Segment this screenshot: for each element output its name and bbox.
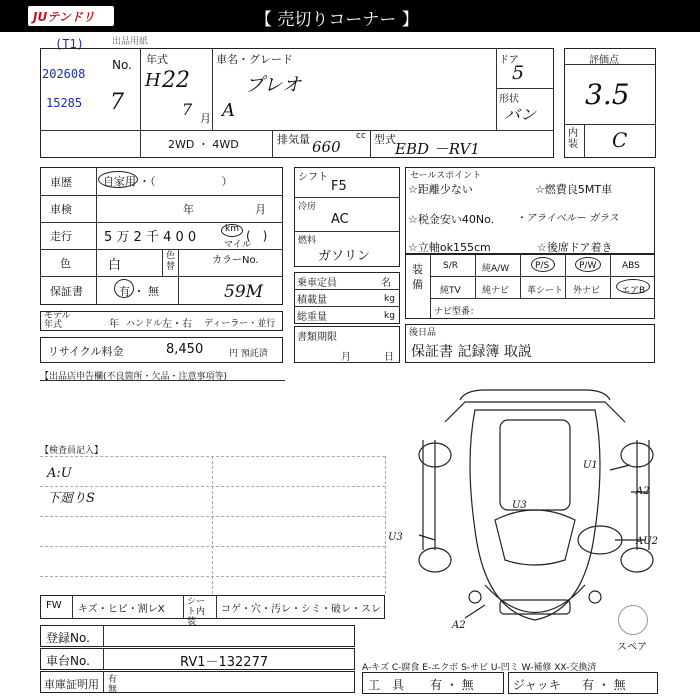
shift-value: F5 (331, 179, 347, 194)
history-paren: ・（ ） (139, 175, 233, 188)
spare-label: スペア (617, 642, 647, 653)
model-year-label: モデル年式 (44, 311, 71, 330)
equip-leather: 革シート (527, 286, 564, 296)
damage-mark-3: U3 (512, 500, 527, 511)
fuel-value: ガソリン (318, 249, 371, 264)
door-value: 5 (512, 62, 525, 84)
year-era: H (145, 70, 161, 91)
mileage-paren: ( ) (246, 229, 268, 243)
history-value: 自家用 (103, 175, 136, 188)
recycle-value: 8,450 (166, 342, 204, 357)
spare-tire-icon (618, 605, 648, 635)
inspection-month: 月 (255, 203, 266, 216)
recycle-unit: 円 預託済 (229, 349, 268, 359)
model-year-unit: 年 (109, 319, 119, 330)
equip-abs: ABS (622, 261, 640, 271)
damage-mark-6: A2 (452, 620, 466, 631)
tools-value: 有 ・ 無 (430, 678, 474, 692)
equip-aw: 純A/W (482, 264, 510, 274)
equip-airbag: エアB (621, 286, 646, 296)
selling-point-4: ・アライベルー ガラス (516, 213, 619, 224)
model-value: EBD －RV1 (395, 140, 480, 158)
after-items-label: 後日品 (409, 328, 437, 338)
damage-mark-4: U3 (388, 532, 403, 543)
capacity-label: 乗車定員 (297, 278, 337, 289)
chassis-value: RV1－132277 (180, 655, 269, 670)
cert-mark-yes: 有 (108, 675, 118, 685)
model-label: 型式 (374, 133, 396, 146)
load-unit: kg (384, 294, 395, 304)
selling-point-6: ☆後席ドア着き (537, 241, 613, 254)
inspection-year: 年 (183, 203, 194, 216)
mileage-label: 走行 (50, 230, 72, 243)
top-partial-label: 出品用紙 (112, 37, 149, 47)
ac-value: AC (331, 212, 349, 227)
interior-label: 内装 (568, 128, 578, 150)
seat-label: シート内装 (187, 597, 206, 627)
recycle-label: リサイクル料金 (48, 345, 124, 358)
navi-model-label: ナビ型番： (434, 307, 480, 317)
selling-points-label: セールスポイント (410, 171, 482, 181)
color-no-label: カラーNo. (212, 255, 259, 266)
year-label: 年式 (146, 53, 168, 66)
mileage-unit-km: km (225, 224, 239, 234)
equip-sr: S/R (443, 261, 458, 271)
displacement-label: 排気量 (277, 133, 310, 146)
garage-cert-label: 車庫証明用 (44, 678, 99, 691)
load-label: 積載量 (297, 295, 327, 306)
shape-label: 形状 (499, 94, 519, 105)
fuel-label: 燃料 (298, 236, 317, 246)
damage-mark-5: AU2 (636, 536, 659, 547)
capacity-unit: 名 (381, 278, 391, 289)
month-unit: 月 (200, 112, 211, 125)
color-no-value: 59M (224, 282, 264, 302)
door-label: ドア (499, 55, 519, 66)
car-diagram (405, 380, 665, 645)
warranty-value: 有 ・ 無 (119, 285, 159, 298)
mileage-value: 5 万 2 千 4 0 0 (104, 230, 197, 245)
interior-value: C (612, 128, 628, 152)
doc-day: 日 (384, 352, 394, 363)
partial-digit: 7 (110, 90, 124, 115)
after-items-value: 保証書 記録簿 取説 (411, 344, 532, 360)
color-value: 白 (108, 258, 122, 273)
equip-pw: P/W (579, 261, 597, 271)
equip-navi: 純ナビ (482, 286, 510, 296)
equipment-label: 装備 (412, 263, 423, 291)
warranty-label: 保証書 (50, 285, 83, 298)
ac-label: 冷房 (298, 202, 317, 212)
damage-mark-2: A2 (636, 486, 650, 497)
displacement-unit: cc (356, 131, 366, 141)
gross-unit: kg (384, 311, 395, 321)
car-name: プレオ (245, 74, 302, 96)
inspector-note-2: 下廻りS (47, 491, 95, 506)
cert-mark-no: 無 (108, 685, 118, 695)
doc-label: 書類期限 (297, 332, 337, 343)
lot-date: 202608 (42, 67, 86, 81)
seat-items: コゲ・穴・汚レ・シミ・破レ・スレ (221, 604, 381, 615)
logo-text: JUテンドリ (33, 10, 95, 24)
drive-label: 2WD ・ 4WD (168, 138, 239, 151)
inspector-label: 【検査員記入】 (40, 446, 104, 456)
car-grade: A (222, 100, 235, 121)
inspector-note-1: A:U (47, 466, 72, 481)
damage-mark-1: U1 (583, 460, 598, 471)
fw-items: キズ・ヒビ・割レX (78, 604, 165, 615)
displacement-value: 660 (312, 138, 341, 156)
selling-point-3: ☆税金安い40No. (408, 213, 495, 226)
history-label: 車歴 (50, 176, 72, 189)
shape-value: バン (504, 105, 537, 124)
jack-value: 有 ・ 無 (582, 678, 626, 692)
equip-tv: 純TV (440, 286, 461, 296)
chassis-label: 車台No. (46, 654, 90, 668)
tools-label: 工 具 (368, 678, 405, 692)
doc-month: 月 (341, 352, 351, 363)
partial-no-label: No. (112, 58, 132, 72)
selling-point-2: ☆燃費良5MT車 (535, 183, 613, 196)
handle-label: ハンドル (126, 319, 163, 329)
score-value: 3.5 (585, 78, 630, 111)
dealer-label: ディーラー・並行 (204, 319, 276, 329)
equip-ext-navi: 外ナビ (573, 286, 601, 296)
year-value: 22 (162, 68, 190, 93)
inspection-label: 車検 (50, 203, 72, 216)
lot-number: 15285 (46, 96, 83, 110)
damage-legend: A-キズ C-腐食 E-エクボ S-サビ U-凹ミ W-補修 XX-交換済 (362, 663, 597, 673)
selling-point-1: ☆距離少ない (408, 183, 473, 196)
mileage-unit-mile: マイル (224, 240, 251, 250)
selling-point-5: ☆立軸ok155cm (408, 241, 491, 254)
page-title: 【 売切りコーナー 】 (255, 10, 419, 30)
lot-code: (T1) (55, 37, 84, 51)
gross-label: 総重量 (297, 312, 327, 323)
fw-label: FW (46, 600, 62, 611)
jack-label: ジャッキ (513, 678, 561, 692)
color-change-label: 色替 (166, 251, 176, 272)
score-label: 評価点 (589, 55, 619, 66)
equip-ps: P/S (535, 261, 550, 271)
seller-remarks-label: 【出品店申告欄(不良箇所・欠品・注意事項等) (40, 372, 228, 382)
color-label: 色 (60, 257, 71, 270)
handle-value: 左・右 (162, 319, 192, 330)
shift-label: シフト (298, 172, 328, 183)
name-label: 車名・グレード (216, 53, 293, 66)
registration-label: 登録No. (46, 631, 90, 645)
month-value: 7 (182, 100, 193, 119)
